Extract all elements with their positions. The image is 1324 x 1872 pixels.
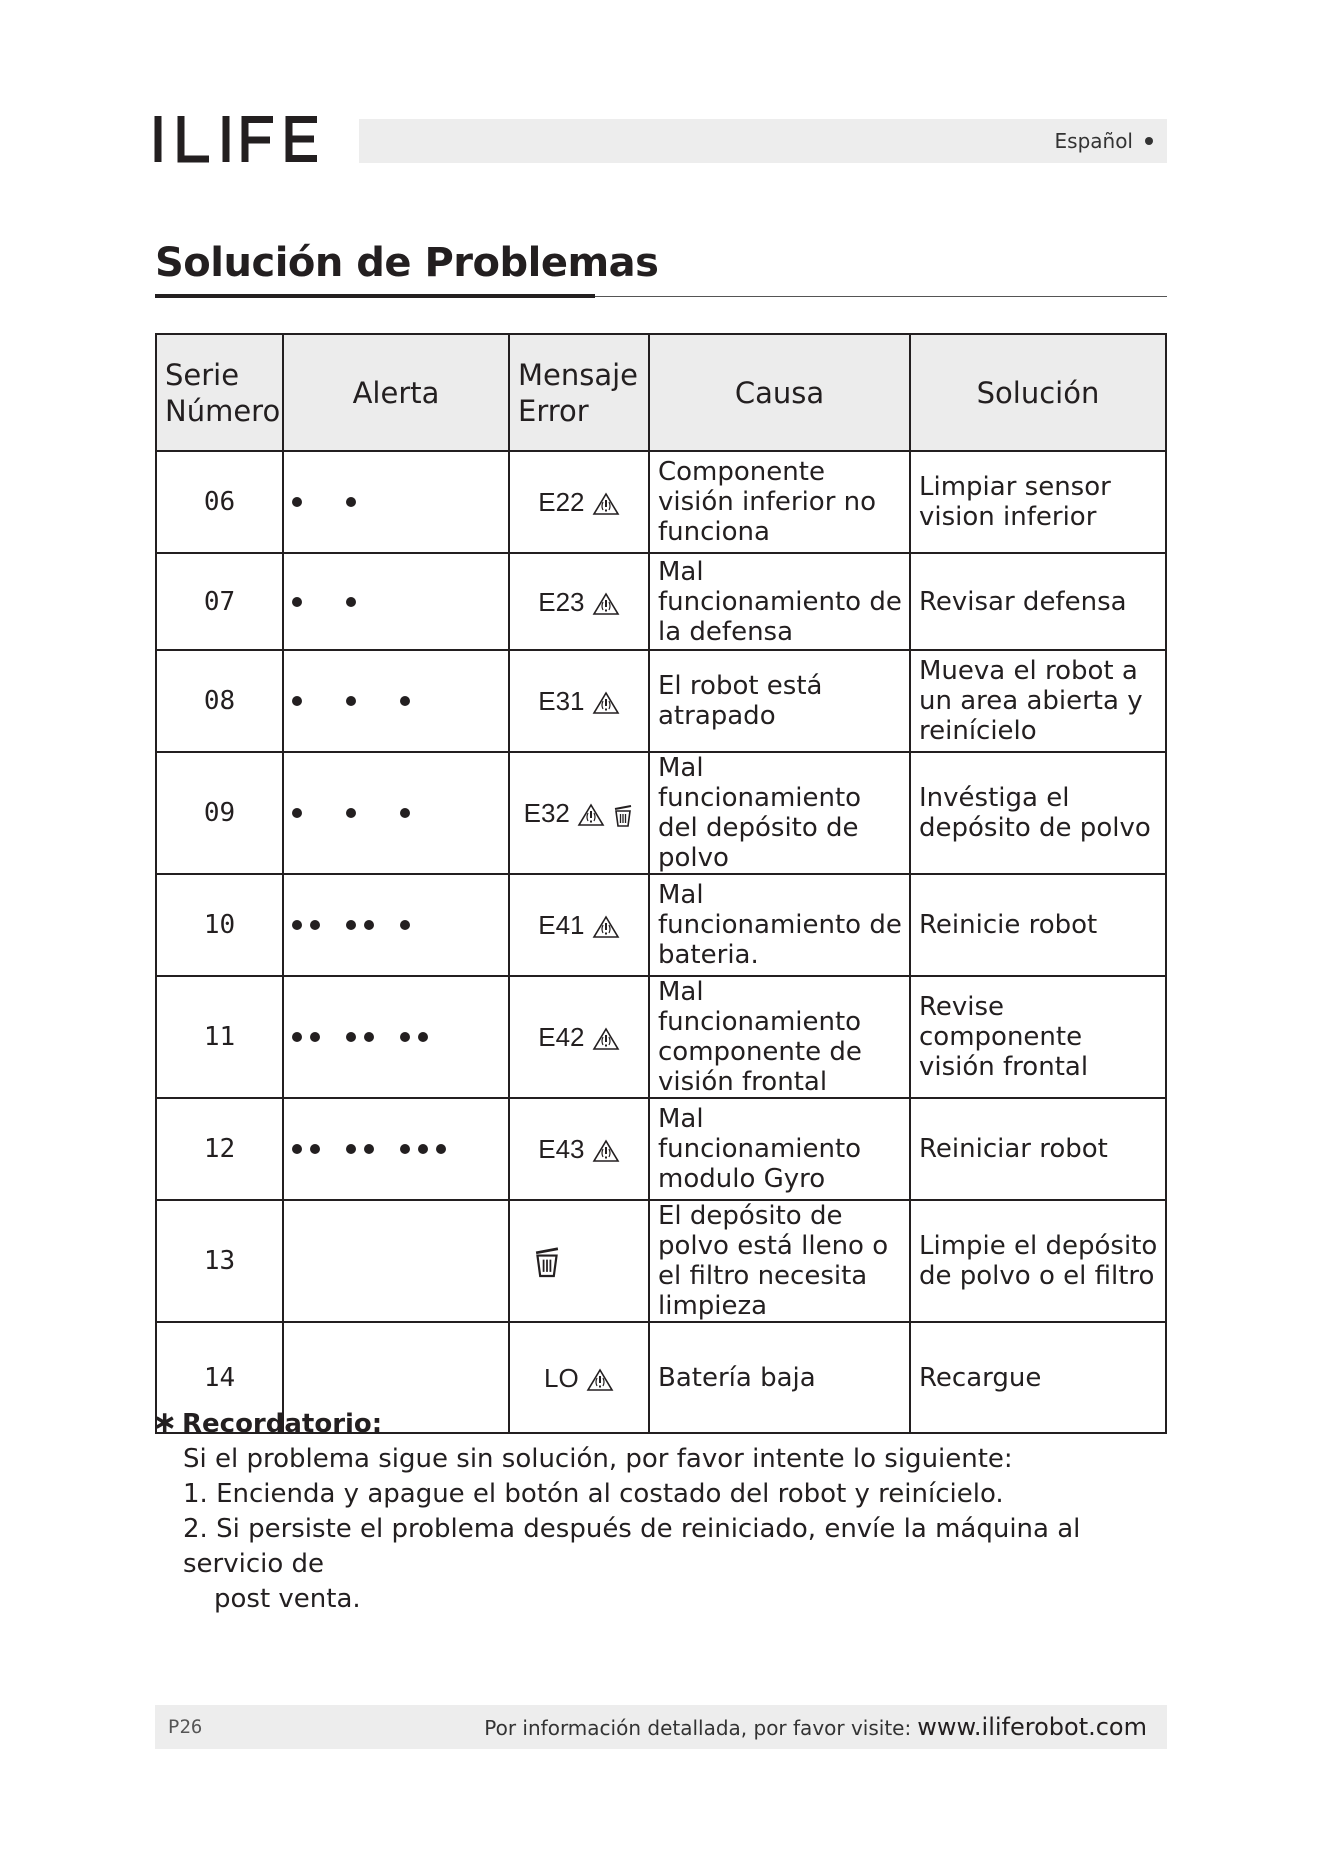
cause-text: El robot está atrapado	[649, 650, 910, 752]
row-number: 13	[156, 1200, 283, 1322]
alert-dot	[346, 696, 356, 706]
alert-dot	[292, 920, 302, 930]
alert-dot	[346, 597, 356, 607]
trash-bin-icon	[612, 802, 634, 828]
error-code: E31	[538, 686, 585, 716]
error-code-cell	[509, 650, 649, 752]
row-number: 06	[156, 451, 283, 553]
alert-dot	[346, 920, 356, 930]
alert-dot	[364, 920, 374, 930]
header-solucion: Solución	[910, 334, 1166, 451]
solution-text: Limpie el depósito de polvo o el filtro	[910, 1200, 1166, 1322]
warning-icon	[577, 803, 605, 827]
error-code-cell	[509, 1098, 649, 1200]
alert-pattern	[283, 650, 509, 752]
alert-dot	[400, 1144, 410, 1154]
alert-dot	[364, 1144, 374, 1154]
header-alerta: Alerta	[283, 334, 509, 451]
warning-icon	[592, 691, 620, 715]
error-code: E32	[523, 797, 570, 828]
alert-dot	[346, 808, 356, 818]
alert-dot	[400, 1032, 410, 1042]
header-mensaje	[509, 334, 649, 451]
warning-icon	[592, 1139, 620, 1163]
solution-text: Reinicie robot	[910, 874, 1166, 976]
table-row	[156, 553, 1166, 650]
alert-pattern	[283, 451, 509, 553]
row-number: 07	[156, 553, 283, 650]
alert-pattern	[283, 553, 509, 650]
section-title-block	[155, 240, 1167, 300]
reminder-step-2-cont: post venta.	[214, 1584, 361, 1614]
alert-dot	[418, 1032, 428, 1042]
trash-bin-icon	[532, 1241, 562, 1281]
alert-pattern	[283, 1200, 509, 1322]
header-causa: Causa	[649, 334, 910, 451]
cause-text: Componente visión inferior no funciona	[649, 451, 910, 553]
error-code: E22	[538, 487, 585, 517]
footer-info: Por información detallada, por favor visite:	[484, 1716, 912, 1740]
solution-text: Recargue	[910, 1322, 1166, 1433]
warning-icon	[586, 1368, 614, 1392]
alert-pattern	[283, 976, 509, 1098]
alert-dot	[292, 808, 302, 818]
page-title: Solución de Problemas	[155, 240, 659, 286]
alert-dot	[292, 1032, 302, 1042]
language-bar	[359, 119, 1167, 163]
alert-pattern	[283, 1098, 509, 1200]
alert-dot	[400, 920, 410, 930]
row-number: 10	[156, 874, 283, 976]
error-code-cell	[509, 874, 649, 976]
header-serie	[156, 334, 283, 451]
table-header-row	[156, 334, 1166, 451]
solution-text: Revisar defensa	[910, 553, 1166, 650]
error-code-cell	[509, 976, 649, 1098]
alert-dot	[346, 1144, 356, 1154]
alert-dot	[310, 920, 320, 930]
solution-text: Reiniciar robot	[910, 1098, 1166, 1200]
error-code: E23	[538, 586, 585, 617]
cause-text: Mal funcionamiento modulo Gyro	[649, 1098, 910, 1200]
cause-text: Mal funcionamiento de bateria.	[649, 874, 910, 976]
cause-text: Mal funcionamiento del depósito de polvo	[649, 752, 910, 874]
alert-dot	[346, 1032, 356, 1042]
alert-dot	[400, 696, 410, 706]
alert-dot	[310, 1032, 320, 1042]
alert-dot	[346, 497, 356, 507]
error-code-cell	[509, 451, 649, 553]
reminder-step-1: 1. Encienda y apague el botón al costado del robot y reinícielo.	[183, 1479, 1004, 1509]
table-row	[156, 976, 1166, 1098]
table-row	[156, 1098, 1166, 1200]
alert-dot	[310, 1144, 320, 1154]
solution-text: Invéstiga el depósito de polvo	[910, 752, 1166, 874]
alert-dot	[436, 1144, 446, 1154]
table-row	[156, 1200, 1166, 1322]
error-code-cell	[509, 553, 649, 650]
alert-dot	[292, 597, 302, 607]
page-footer	[155, 1705, 1167, 1749]
cause-text: Mal funcionamiento componente de visión frontal	[649, 976, 910, 1098]
cause-text: Batería baja	[649, 1322, 910, 1433]
error-code: LO	[544, 1362, 579, 1393]
table-row	[156, 650, 1166, 752]
row-number: 09	[156, 752, 283, 874]
alert-dot	[292, 696, 302, 706]
reminder-step-2: 2. Si persiste el problema después de reiniciado, envíe la máquina al servicio de	[183, 1514, 1081, 1579]
alert-dot	[418, 1144, 428, 1154]
language-label: Español	[1054, 129, 1133, 153]
asterisk-icon: ∗	[152, 1405, 178, 1440]
alert-pattern	[283, 752, 509, 874]
row-number: 08	[156, 650, 283, 752]
solution-text: Mueva el robot a un area abierta y reinícielo	[910, 650, 1166, 752]
header-serie-line1: Serie	[165, 357, 240, 392]
table-row	[156, 752, 1166, 874]
title-underline	[155, 294, 595, 298]
error-code: E42	[538, 1022, 585, 1052]
header-mensaje-line1: Mensaje	[518, 357, 639, 392]
solution-text: Revise componente visión frontal	[910, 976, 1166, 1098]
error-code-cell	[509, 1200, 649, 1322]
solution-text: Limpiar sensor vision inferior	[910, 451, 1166, 553]
warning-icon	[592, 492, 620, 516]
troubleshooting-table	[155, 333, 1167, 1434]
cause-text: Mal funcionamiento de la defensa	[649, 553, 910, 650]
alert-dot	[292, 1144, 302, 1154]
reminder-heading: Recordatorio:	[182, 1409, 383, 1439]
table-row	[156, 874, 1166, 976]
row-number: 12	[156, 1098, 283, 1200]
warning-icon	[592, 592, 620, 616]
page-number: P26	[168, 1716, 203, 1738]
header-mensaje-line2: Error	[518, 393, 589, 428]
reminder-intro: Si el problema sigue sin solución, por favor intente lo siguiente:	[183, 1444, 1013, 1474]
row-number: 14	[156, 1322, 283, 1433]
website-link[interactable]: www.iliferobot.com	[917, 1713, 1147, 1741]
footer-info-line	[484, 1713, 1147, 1741]
error-code-cell	[509, 752, 649, 874]
alert-dot	[292, 497, 302, 507]
warning-icon	[592, 1027, 620, 1051]
alert-dot	[364, 1032, 374, 1042]
cause-text: El depósito de polvo está lleno o el filtro necesita limpieza	[649, 1200, 910, 1322]
bullet-icon	[1145, 137, 1153, 145]
header-serie-line2: Número	[165, 393, 281, 428]
alert-dot	[400, 808, 410, 818]
reminder-section	[152, 1405, 1172, 1617]
warning-icon	[592, 915, 620, 939]
error-code: E43	[538, 1134, 585, 1164]
error-code: E41	[538, 910, 585, 940]
row-number: 11	[156, 976, 283, 1098]
reminder-heading-line	[152, 1405, 1172, 1442]
table-row	[156, 451, 1166, 553]
alert-pattern	[283, 874, 509, 976]
ilife-logo	[153, 112, 323, 166]
